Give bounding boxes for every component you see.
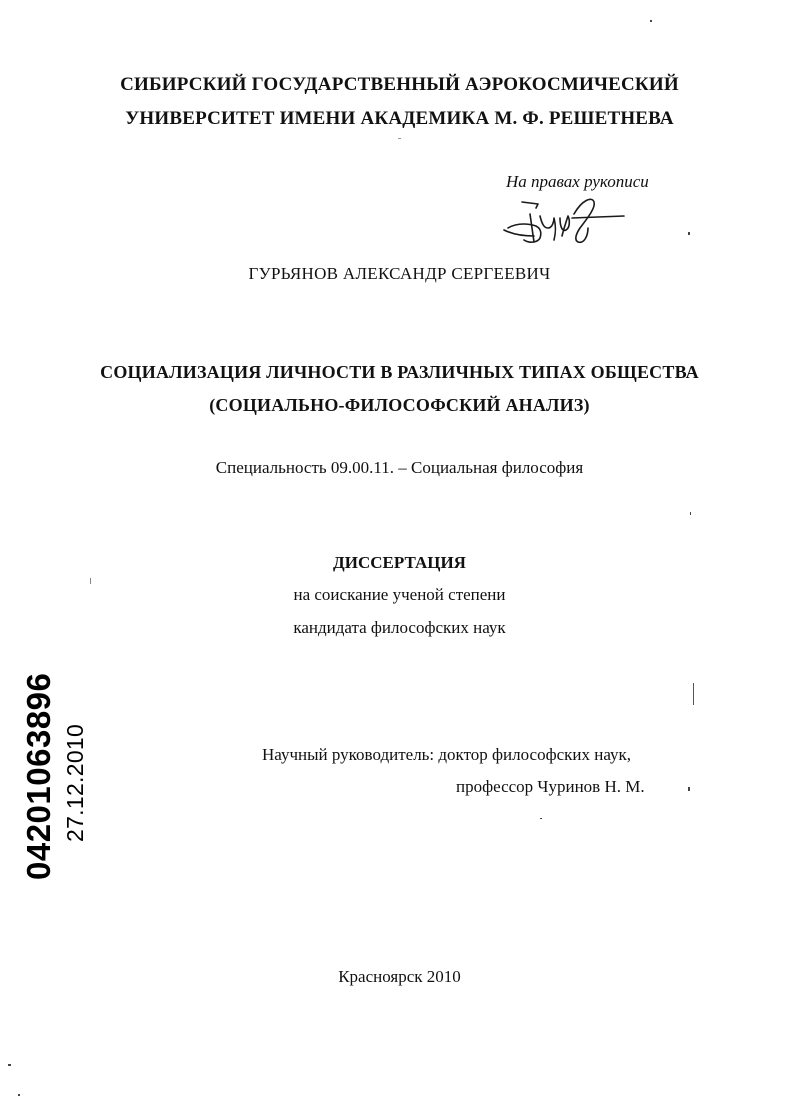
degree-line1: на соискание ученой степени (293, 585, 506, 604)
signature (500, 192, 625, 248)
supervisor-line1: Научный руководитель: доктор философских наук, (262, 745, 632, 764)
university-name-line1: СИБИРСКИЙ ГОСУДАРСТВЕННЫЙ АЭРОКОСМИЧЕСКИЙ (120, 74, 679, 95)
library-stamp-date: 27.12.2010 (62, 723, 88, 842)
scan-speck (90, 578, 91, 584)
library-stamp-number: 04201063896 (20, 672, 57, 880)
document-type-heading: ДИССЕРТАЦИЯ (333, 553, 466, 572)
scan-speck (18, 1094, 20, 1096)
scan-mark (693, 683, 694, 705)
supervisor-line2: профессор Чуринов Н. М. (456, 777, 645, 796)
specialty: Специальность 09.00.11. – Социальная философия (215, 458, 584, 477)
author-name: ГУРЬЯНОВ АЛЕКСАНДР СЕРГЕЕВИЧ (248, 264, 551, 283)
scan-speck (398, 138, 401, 139)
place-year: Красноярск 2010 (338, 967, 461, 986)
scan-speck (688, 232, 690, 235)
degree-line2: кандидата философских наук (293, 618, 506, 637)
dissertation-title-line1: СОЦИАЛИЗАЦИЯ ЛИЧНОСТИ В РАЗЛИЧНЫХ ТИПАХ ОБЩЕСТВА (100, 362, 699, 382)
dissertation-title-line2: (СОЦИАЛЬНО-ФИЛОСОФСКИЙ АНАЛИЗ) (209, 395, 590, 415)
university-name-line2: УНИВЕРСИТЕТ ИМЕНИ АКАДЕМИКА М. Ф. РЕШЕТНЕВА (125, 108, 674, 129)
scan-speck (650, 20, 652, 22)
scan-speck (540, 818, 542, 819)
scan-speck (688, 787, 690, 791)
scan-speck (690, 512, 691, 515)
scan-speck (8, 1064, 11, 1066)
manuscript-note: На правах рукописи (506, 172, 649, 191)
